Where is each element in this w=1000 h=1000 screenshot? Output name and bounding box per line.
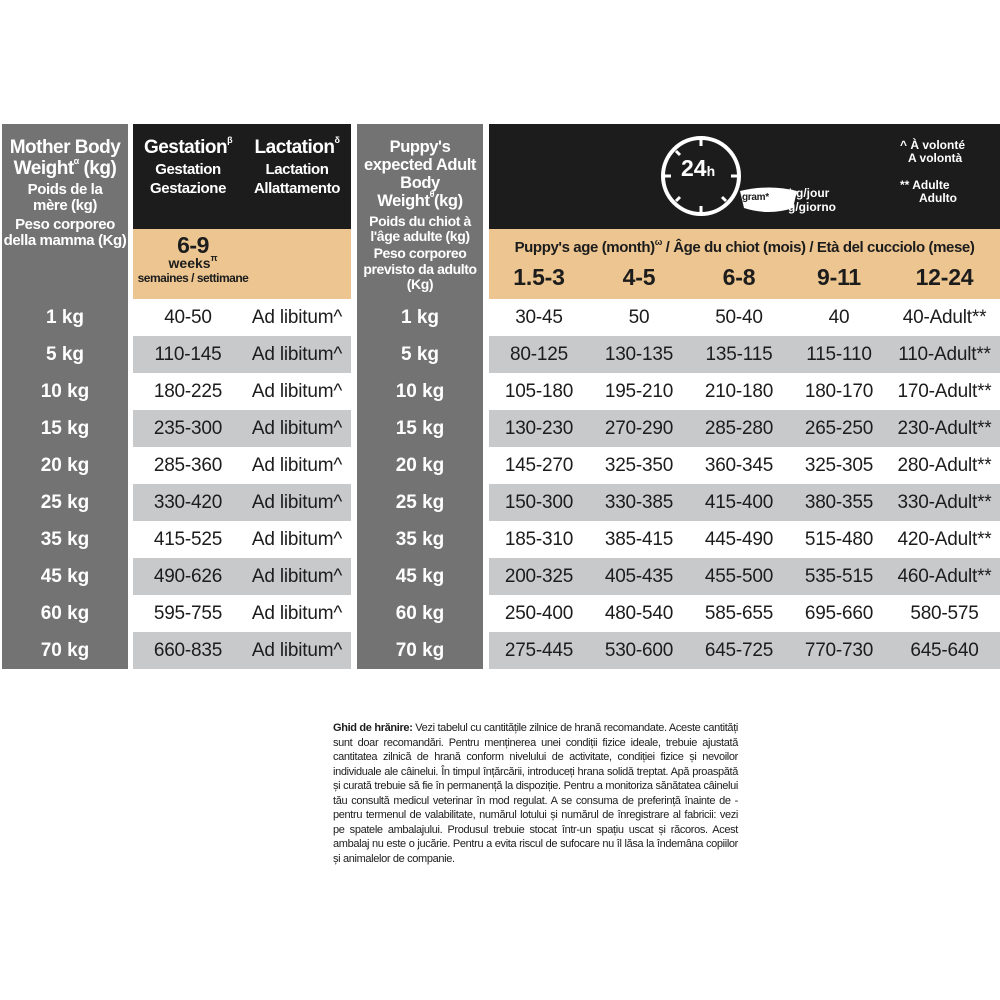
table-row: 275-445 530-600 645-725 770-730 645-640 xyxy=(489,632,1000,669)
mother-weight-header: Mother Body Weight$^\alpha$ (kg) Poids de la mère (kg) Peso corporeo della mamma (Kg) xyxy=(3,137,127,250)
mother-weight: 5 kg xyxy=(45,344,85,365)
table-row: 40-50 Ad libitum^ xyxy=(164,307,343,328)
gestation-lactation-header xyxy=(133,124,351,229)
table-row: 30-45 50 50-40 40 40-Adult** xyxy=(515,307,987,328)
gestation-header: Gestation$^\beta$ Gestation Gestazione xyxy=(143,135,233,198)
mother-sub-it: Peso corporeo della mamma (Kg) xyxy=(3,215,127,250)
table-row: 285-360 Ad libitum^ xyxy=(153,455,343,476)
puppy-weight: 20 kg xyxy=(395,455,445,476)
table-row: 105-180 195-210 210-180 180-170 170-Adult** xyxy=(504,381,992,402)
feeding-guide-body: Vezi tabelul cu cantitățile zilnice de hrană recomandate. Aceste cantități sunt doar recomandări. Pentru menținerea unei condiții fizice ideale, trebuie ajustată cantitatea zilnică de hrană conform nivelului de activitate, condiției fizice și nevoilor individuale ale câinelui. În timpul înțărcării, introduceți hrana solidă treptat. Apă proaspătă și curată trebuie să fie în permanență la dispoziție. Pentru a monitoriza sănătatea câinelui tău consultă medicul veterinar în mod regulat. A se consuma de preferință înainte de - pentru termenul de valabilitate, numărul lotului și numărul de înregistrare al fabricii: vezi pe spatele ambalajului. Produsul trebuie stocat într-un spațiu uscat și răcoros. Acest ambalaj nu este o jucărie. Pentru a evita riscul de sufocare nu îl lăsa la îndemâna copiilor și animalelor de companie. xyxy=(333,722,738,865)
table-row: 490-626 Ad libitum^ xyxy=(133,558,351,595)
puppy-weight-header: Puppy's expected Adult Body Weight$^\theta$(kg) Poids du chiot à l'âge adulte (kg) Peso corporeo previsto da adulto (Kg) xyxy=(363,138,477,293)
mother-weight: 1 kg xyxy=(45,307,85,328)
puppy-weight: 15 kg xyxy=(395,418,445,439)
table-row: 110-145 Ad libitum^ xyxy=(133,336,351,373)
table-row: 80-125 130-135 135-115 115-110 110-Adult** xyxy=(489,336,1000,373)
age-range: 4-5 xyxy=(622,264,656,290)
gram-bowl-label: gram* xyxy=(742,192,769,203)
mother-sub-fr: Poids de la mère (kg) xyxy=(27,180,103,215)
age-range: 6-8 xyxy=(722,264,756,290)
table-row: 660-835 Ad libitum^ xyxy=(133,632,351,669)
table-row: 235-300 Ad libitum^ xyxy=(133,410,351,447)
table-row: 180-225 Ad libitum^ xyxy=(153,381,343,402)
mother-weight-list xyxy=(2,299,128,669)
puppy-weight: 45 kg xyxy=(395,566,445,587)
puppy-weight: 5 kg xyxy=(400,344,440,365)
age-range: 1.5-3 xyxy=(513,264,565,290)
mother-weight: 25 kg xyxy=(40,492,90,513)
mother-weight: 45 kg xyxy=(40,566,90,587)
puppy-weight: 10 kg xyxy=(395,381,445,402)
age-range: 12-24 xyxy=(915,264,974,290)
table-row: 595-755 Ad libitum^ xyxy=(153,603,343,624)
mother-weight: 60 kg xyxy=(40,603,90,624)
table-row: 145-270 325-350 360-345 325-305 280-Adult** xyxy=(504,455,992,476)
puppy-feeding-table xyxy=(489,299,1000,669)
mother-weight: 70 kg xyxy=(40,640,90,661)
mother-weight: 10 kg xyxy=(40,381,90,402)
puppy-weight: 1 kg xyxy=(400,307,440,328)
mother-weight: 35 kg xyxy=(40,529,90,550)
mother-heading: Mother Body Weight xyxy=(9,137,121,179)
puppy-weight-column xyxy=(357,124,483,669)
table-row: 185-310 385-415 445-490 515-480 420-Adult** xyxy=(504,529,992,550)
table-row: 200-325 405-435 455-500 535-515 460-Adult** xyxy=(489,558,1000,595)
mother-weight: 15 kg xyxy=(40,418,90,439)
puppy-weight: 70 kg xyxy=(395,640,445,661)
mother-weight-column xyxy=(2,124,128,669)
table-row: 250-400 480-540 585-655 695-660 580-575 xyxy=(504,603,979,624)
lactation-header: Lactation$^\delta$ Lactation Allattamento xyxy=(253,135,341,198)
gestation-weeks-band: 6-9 weeks$^\pi$ semaines / settimane xyxy=(133,229,351,299)
puppy-age-title: Puppy's age (month)$^\omega$ / Âge du chiot (mois) / Età del cucciolo (mese) xyxy=(514,237,975,256)
gestation-lactation-table xyxy=(133,299,351,669)
table-row: 150-300 330-385 415-400 380-355 330-Adult** xyxy=(489,484,1000,521)
puppy-weight-list xyxy=(357,299,483,669)
table-row: 330-420 Ad libitum^ xyxy=(133,484,351,521)
age-range: 9-11 xyxy=(817,264,861,290)
table-row: 130-230 270-290 285-280 265-250 230-Adult** xyxy=(489,410,1000,447)
table-row: 415-525 Ad libitum^ xyxy=(153,529,343,550)
puppy-weight: 60 kg xyxy=(395,603,445,624)
puppy-weight: 35 kg xyxy=(395,529,445,550)
puppy-age-band xyxy=(489,229,1000,299)
feeding-guide-lead: Ghid de hrănire: xyxy=(333,722,413,734)
feeding-guide-text xyxy=(333,721,738,866)
per-day-label: * g/jour g/giorno xyxy=(788,186,836,214)
legend: ^ À volonté A volontà ** Adulte Adulto xyxy=(900,138,966,205)
clock-label: 24h xyxy=(681,155,716,181)
puppy-weight: 25 kg xyxy=(395,492,445,513)
mother-weight: 20 kg xyxy=(40,455,90,476)
puppy-age-header xyxy=(489,124,1000,229)
weeks-range: 6-9 xyxy=(177,232,209,258)
